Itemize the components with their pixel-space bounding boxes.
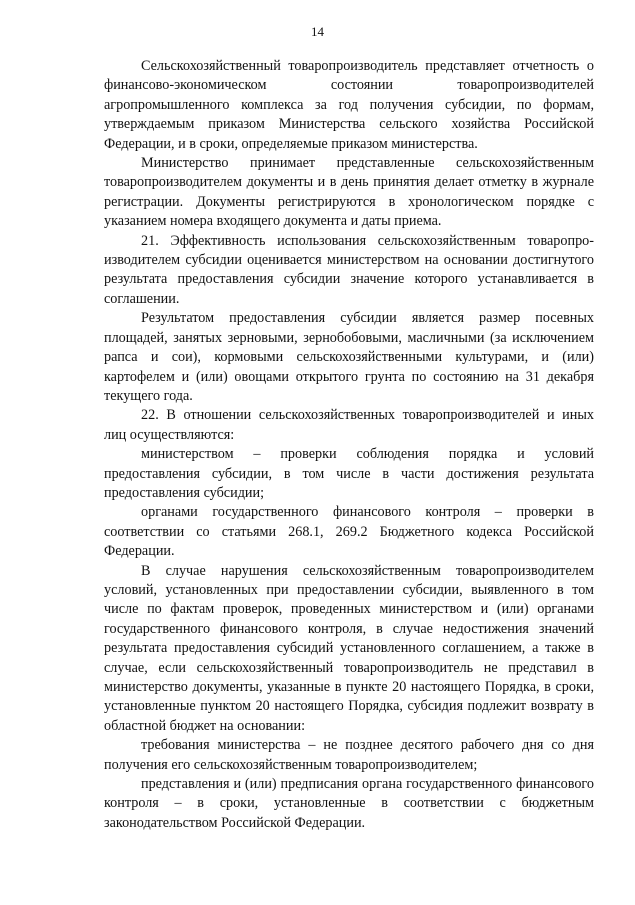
paragraph-22-checks: 22. В отношении сельскохозяйственных товаропроизводителей и иных лиц осуществляются: — [104, 407, 594, 443]
paragraph-ministry-demand: требования министерства – не позднее десятого рабочего дня со дня получения его сельскохозяйственным товаропроизводителем; — [104, 737, 594, 773]
paragraph-reporting: Сельскохозяйственный товаропроизводитель представляет отчетность о финансово-экономическом состоянии товаропроизводителей агропромышленного комплекса за год получения субсидии, по формам, утверждаемым приказом Министерства сельского хозяйства Российской Федерации, и в сроки, определяемые приказом министерства. — [104, 58, 594, 152]
page-number: 14 — [311, 24, 324, 39]
paragraph-financial-control: органами государственного финансового контроля – проверки в соответствии со статьями 268.1, 269.2 Бюджетного кодекса Российской Федерации. — [104, 504, 594, 560]
paragraph-result: Результатом предоставления субсидии является размер посевных площадей, занятых зерновыми, зернобобовыми, масличными (за исключением рапса и сои), кормовыми сельскохозяйственными культурами, и (или) картофелем и (или) овощами открытого грунта по состоянию на 31 декабря текущего года. — [104, 310, 594, 404]
paragraph-registration: Министерство принимает представленные сельскохозяйственным товаропроизводителем документы и в день принятия делает отметку в журнале регистрации. Документы регистрируются в хронологическом порядке с указанием номера входящего документа и даты приема. — [104, 155, 594, 230]
paragraph-21-efficiency: 21. Эффективность использования сельскохозяйственным товаропро-изводителем субсидии оценивается министерством на основании достигнутого результата предоставления субсидии значение которого устанавливается в соглашении. — [104, 232, 594, 307]
paragraph-violation-refund: В случае нарушения сельскохозяйственным товаропроизводителем условий, установленных при предоставлении субсидии, выявленного в том числе по фактам проверок, проведенных министерством и (или) органами государственного финансового контроля, в случае недостижения значений результата предоставления субсидий установленного соглашением, а также в случае, если сельскохозяйственный товаропроизводитель не представил в министерство документы, указанные в пункте 20 настоящего Порядка, в сроки, установленные пунктом 20 настоящего Порядка, субсидия подлежит возврату в областной бюджет на основании: — [104, 562, 594, 734]
paragraph-ministry-checks: министерством – проверки соблюдения порядка и условий предоставления субсидии, в том числе в части достижения результата предоставления субсидии; — [104, 446, 594, 501]
document-body — [104, 57, 594, 833]
paragraph-control-order: представления и (или) предписания органа государственного финансового контроля – в сроки, установленные в соответствии с бюджетным законодательством Российской Федерации. — [104, 776, 594, 831]
